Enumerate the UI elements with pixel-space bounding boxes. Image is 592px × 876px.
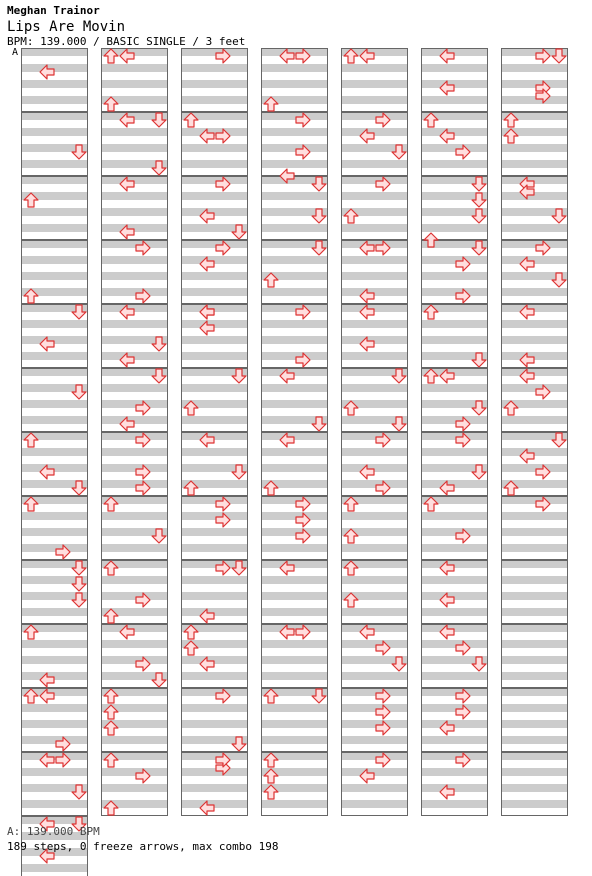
beat-stripe: [21, 736, 88, 744]
beat-stripe: [261, 112, 328, 120]
beat-stripe: [501, 224, 568, 232]
beat-stripe: [501, 656, 568, 664]
beat-stripe: [501, 160, 568, 168]
beat-stripe: [341, 64, 408, 72]
beat-stripe: [21, 640, 88, 648]
beat-stripe: [21, 400, 88, 408]
beat-stripe: [501, 80, 568, 88]
beat-stripe: [341, 448, 408, 456]
beat-stripe: [101, 144, 168, 152]
beat-stripe: [341, 224, 408, 232]
beat-stripe: [21, 864, 88, 872]
measure-5-2: [341, 112, 408, 176]
measure-7-12: [501, 752, 568, 816]
beat-stripe: [421, 544, 488, 552]
beat-stripe: [341, 704, 408, 712]
beat-stripe: [21, 544, 88, 552]
beat-stripe: [181, 576, 248, 584]
beat-stripe: [261, 528, 328, 536]
footer-bpm-summary: A: 139.000 BPM: [7, 825, 100, 838]
beat-stripe: [261, 640, 328, 648]
beat-stripe: [341, 736, 408, 744]
beat-stripe: [101, 640, 168, 648]
beat-stripe: [21, 176, 88, 184]
beat-stripe: [501, 768, 568, 776]
beat-stripe: [101, 448, 168, 456]
beat-stripe: [341, 160, 408, 168]
beat-stripe: [421, 672, 488, 680]
beat-stripe: [421, 320, 488, 328]
beat-stripe: [501, 512, 568, 520]
beat-stripe: [421, 416, 488, 424]
beat-stripe: [341, 672, 408, 680]
beat-stripe: [21, 512, 88, 520]
beat-stripe: [261, 464, 328, 472]
beat-stripe: [501, 64, 568, 72]
beat-stripe: [261, 192, 328, 200]
beat-stripe: [341, 800, 408, 808]
beat-stripe: [101, 272, 168, 280]
beat-stripe: [181, 672, 248, 680]
beat-stripe: [421, 288, 488, 296]
beat-stripe: [21, 368, 88, 376]
beat-stripe: [101, 576, 168, 584]
beat-stripe: [21, 448, 88, 456]
beat-stripe: [21, 240, 88, 248]
beat-stripe: [501, 688, 568, 696]
beat-stripe: [421, 272, 488, 280]
beat-stripe: [421, 96, 488, 104]
beat-stripe: [421, 64, 488, 72]
beat-stripe: [421, 384, 488, 392]
beat-stripe: [181, 192, 248, 200]
beat-stripe: [101, 256, 168, 264]
beat-stripe: [421, 768, 488, 776]
beat-stripe: [181, 240, 248, 248]
beat-stripe: [21, 208, 88, 216]
beat-stripe: [21, 768, 88, 776]
beat-stripe: [181, 528, 248, 536]
beat-stripe: [261, 384, 328, 392]
beat-stripe: [341, 320, 408, 328]
beat-stripe: [501, 576, 568, 584]
beat-stripe: [341, 80, 408, 88]
beat-stripe: [501, 320, 568, 328]
beat-stripe: [501, 144, 568, 152]
beat-stripe: [181, 80, 248, 88]
beat-stripe: [21, 272, 88, 280]
song-artist: Meghan Trainor: [7, 4, 100, 17]
beat-stripe: [101, 768, 168, 776]
beat-stripe: [181, 160, 248, 168]
beat-stripe: [101, 80, 168, 88]
beat-stripe: [261, 608, 328, 616]
measure-4-5: [261, 304, 328, 368]
beat-stripe: [181, 720, 248, 728]
measure-2-7: [101, 432, 168, 496]
beat-stripe: [501, 624, 568, 632]
beat-stripe: [21, 48, 88, 56]
beat-stripe: [21, 256, 88, 264]
beat-stripe: [501, 464, 568, 472]
beat-stripe: [261, 336, 328, 344]
beat-stripe: [421, 512, 488, 520]
beat-stripe: [21, 704, 88, 712]
beat-stripe: [261, 736, 328, 744]
beat-stripe: [101, 192, 168, 200]
beat-stripe: [261, 160, 328, 168]
beat-stripe: [21, 352, 88, 360]
beat-stripe: [101, 736, 168, 744]
beat-stripe: [21, 96, 88, 104]
beat-stripe: [21, 656, 88, 664]
beat-stripe: [181, 544, 248, 552]
beat-stripe: [341, 544, 408, 552]
beat-stripe: [341, 352, 408, 360]
measure-3-4: [181, 240, 248, 304]
beat-stripe: [261, 400, 328, 408]
beat-stripe: [261, 512, 328, 520]
beat-stripe: [501, 336, 568, 344]
beat-stripe: [101, 544, 168, 552]
beat-stripe: [101, 432, 168, 440]
beat-stripe: [101, 480, 168, 488]
beat-stripe: [261, 592, 328, 600]
beat-stripe: [261, 720, 328, 728]
beat-stripe: [101, 128, 168, 136]
measure-7-11: [501, 688, 568, 752]
beat-stripe: [101, 464, 168, 472]
beat-stripe: [341, 640, 408, 648]
beat-stripe: [341, 272, 408, 280]
beat-stripe: [101, 784, 168, 792]
beat-stripe: [181, 48, 248, 56]
measure-5-12: [341, 752, 408, 816]
beat-stripe: [261, 496, 328, 504]
beat-stripe: [421, 256, 488, 264]
beat-stripe: [101, 400, 168, 408]
beat-stripe: [181, 688, 248, 696]
beat-stripe: [421, 528, 488, 536]
beat-stripe: [261, 256, 328, 264]
beat-stripe: [421, 688, 488, 696]
beat-stripe: [181, 288, 248, 296]
beat-stripe: [181, 144, 248, 152]
measure-5-3: [341, 176, 408, 240]
beat-stripe: [261, 448, 328, 456]
beat-stripe: [501, 528, 568, 536]
beat-stripe: [341, 752, 408, 760]
measure-7-9: [501, 560, 568, 624]
beat-stripe: [341, 384, 408, 392]
beat-stripe: [21, 800, 88, 808]
beat-stripe: [421, 336, 488, 344]
measure-2-4: [101, 240, 168, 304]
beat-stripe: [101, 512, 168, 520]
beat-stripe: [341, 432, 408, 440]
beat-stripe: [501, 592, 568, 600]
beat-stripe: [501, 720, 568, 728]
beat-stripe: [181, 768, 248, 776]
measure-1-2: [21, 112, 88, 176]
beat-stripe: [501, 544, 568, 552]
measure-7-10: [501, 624, 568, 688]
measure-1-6: [21, 368, 88, 432]
beat-stripe: [341, 256, 408, 264]
beat-stripe: [501, 384, 568, 392]
beat-stripe: [261, 576, 328, 584]
beat-stripe: [101, 656, 168, 664]
footer-step-stats: 189 steps, 0 freeze arrows, max combo 198: [7, 840, 279, 853]
beat-stripe: [101, 592, 168, 600]
beat-stripe: [101, 208, 168, 216]
beat-stripe: [501, 288, 568, 296]
beat-stripe: [181, 752, 248, 760]
beat-stripe: [421, 432, 488, 440]
song-title: Lips Are Movin: [7, 19, 126, 35]
beat-stripe: [181, 448, 248, 456]
measure-4-2: [261, 112, 328, 176]
beat-stripe: [501, 736, 568, 744]
beat-stripe: [421, 704, 488, 712]
beat-stripe: [261, 704, 328, 712]
beat-stripe: [261, 224, 328, 232]
beat-stripe: [181, 352, 248, 360]
beat-stripe: [501, 96, 568, 104]
beat-stripe: [261, 656, 328, 664]
beat-stripe: [501, 240, 568, 248]
beat-stripe: [181, 384, 248, 392]
beat-stripe: [101, 64, 168, 72]
beat-stripe: [341, 96, 408, 104]
beat-stripe: [261, 544, 328, 552]
beat-stripe: [421, 608, 488, 616]
beat-stripe: [421, 576, 488, 584]
beat-stripe: [181, 96, 248, 104]
measure-7-8: [501, 496, 568, 560]
measure-1-3: [21, 176, 88, 240]
beat-stripe: [101, 240, 168, 248]
beat-stripe: [421, 752, 488, 760]
beat-stripe: [21, 128, 88, 136]
beat-stripe: [341, 608, 408, 616]
beat-stripe: [341, 720, 408, 728]
beat-stripe: [101, 320, 168, 328]
beat-stripe: [421, 144, 488, 152]
beat-stripe: [501, 704, 568, 712]
beat-stripe: [501, 784, 568, 792]
beat-stripe: [421, 736, 488, 744]
beat-stripe: [261, 672, 328, 680]
beat-stripe: [501, 800, 568, 808]
measure-4-8: [261, 496, 328, 560]
beat-stripe: [341, 176, 408, 184]
beat-stripe: [501, 608, 568, 616]
beat-stripe: [501, 560, 568, 568]
beat-stripe: [341, 192, 408, 200]
beat-stripe: [21, 80, 88, 88]
beat-stripe: [101, 384, 168, 392]
beat-stripe: [181, 512, 248, 520]
beat-stripe: [421, 160, 488, 168]
beat-stripe: [181, 592, 248, 600]
measure-3-8: [181, 496, 248, 560]
measure-6-11: [421, 688, 488, 752]
beat-stripe: [261, 800, 328, 808]
beat-stripe: [101, 288, 168, 296]
beat-stripe: [341, 576, 408, 584]
chart-info: BPM: 139.000 / BASIC SINGLE / 3 feet: [7, 35, 246, 48]
beat-stripe: [21, 160, 88, 168]
measure-1-1: [21, 48, 88, 112]
measure-5-7: [341, 432, 408, 496]
beat-stripe: [181, 272, 248, 280]
beat-stripe: [181, 64, 248, 72]
beat-stripe: [181, 496, 248, 504]
beat-stripe: [501, 752, 568, 760]
beat-stripe: [261, 64, 328, 72]
beat-stripe: [21, 608, 88, 616]
beat-stripe: [21, 112, 88, 120]
beat-stripe: [21, 528, 88, 536]
beat-stripe: [421, 448, 488, 456]
beat-stripe: [181, 336, 248, 344]
beat-stripe: [261, 80, 328, 88]
beat-stripe: [261, 144, 328, 152]
beat-stripe: [501, 496, 568, 504]
beat-stripe: [21, 320, 88, 328]
beat-stripe: [421, 800, 488, 808]
beat-stripe: [261, 352, 328, 360]
beat-stripe: [501, 640, 568, 648]
beat-stripe: [21, 720, 88, 728]
beat-stripe: [341, 512, 408, 520]
beat-stripe: [181, 416, 248, 424]
beat-stripe: [261, 320, 328, 328]
measure-6-12: [421, 752, 488, 816]
measure-5-11: [341, 688, 408, 752]
beat-stripe: [21, 224, 88, 232]
beat-stripe: [341, 112, 408, 120]
beat-stripe: [261, 128, 328, 136]
measure-3-1: [181, 48, 248, 112]
measure-7-4: [501, 240, 568, 304]
beat-stripe: [341, 784, 408, 792]
beat-stripe: [261, 304, 328, 312]
beat-stripe: [501, 672, 568, 680]
bpm-marker-label: A: [12, 47, 19, 58]
beat-stripe: [21, 416, 88, 424]
beat-stripe: [341, 688, 408, 696]
beat-stripe: [261, 288, 328, 296]
beat-stripe: [421, 640, 488, 648]
beat-stripe: [501, 416, 568, 424]
beat-stripe: [341, 480, 408, 488]
beat-stripe: [421, 224, 488, 232]
beat-stripe: [181, 176, 248, 184]
beat-stripe: [181, 704, 248, 712]
beat-stripe: [181, 784, 248, 792]
